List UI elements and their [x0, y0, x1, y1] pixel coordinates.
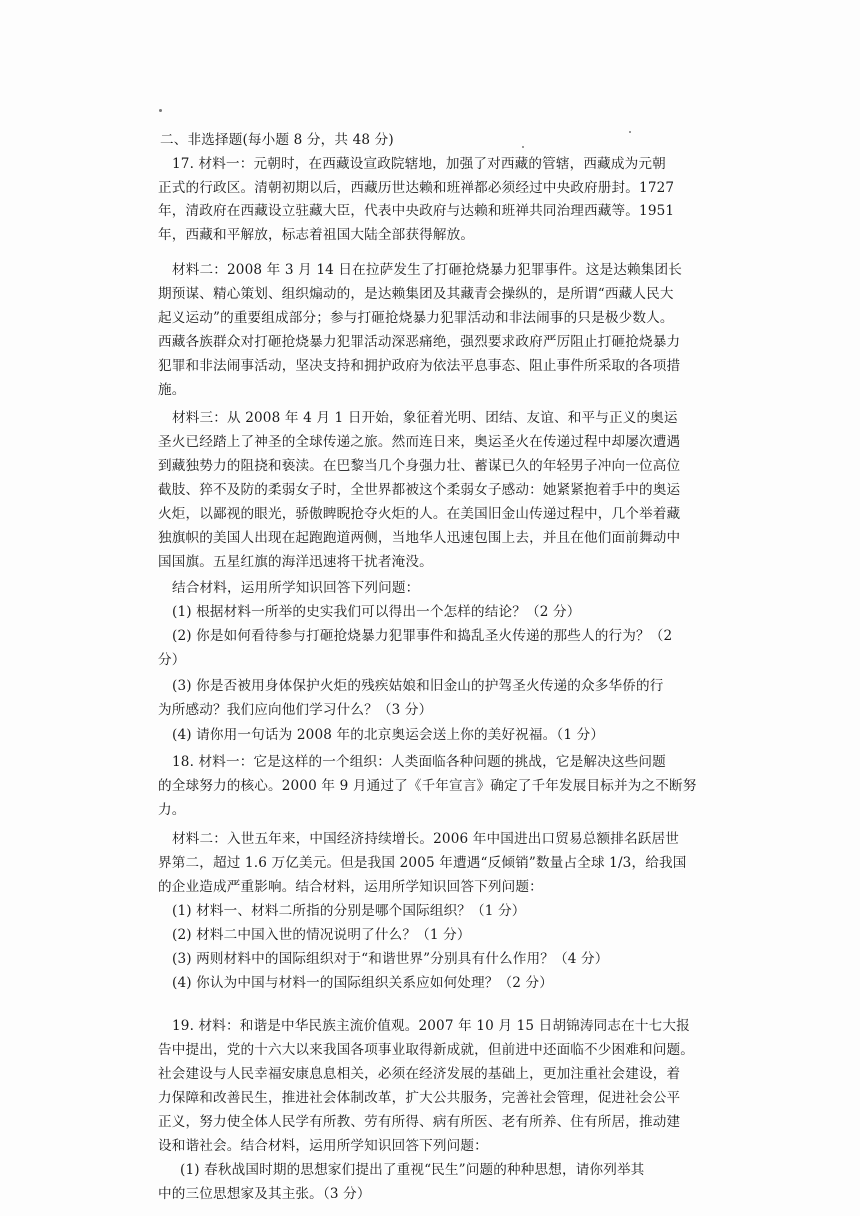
q18-material1-line: 18. 材料一：它是这样的一个组织：人类面临各种问题的挑战，它是解决这些问题 — [172, 754, 666, 770]
q17-question-1: (1) 根据材料一所举的史实我们可以得出一个怎样的结论？（2 分） — [172, 604, 581, 620]
q19-material-line: 设和谐社会。结合材料，运用所学知识回答下列问题： — [158, 1138, 488, 1154]
q19-question-1: (1) 春秋战国时期的思想家们提出了重视“民生”问题的种种思想，请你列举其 — [180, 1162, 645, 1178]
q17-material2-line: 西藏各族群众对打砸抢烧暴力犯罪活动深恶痛绝，强烈要求政府严厉阻止打砸抢烧暴力 — [158, 334, 681, 350]
q17-material3-line: 到藏独势力的阻挠和亵渎。在巴黎当几个身强力壮、蓄谋已久的年轻男子冲向一位高位 — [158, 458, 681, 474]
q18-material1-line: 的全球努力的核心。2000 年 9 月通过了《千年宣言》确定了千年发展目标并为之不断努 — [158, 778, 697, 794]
q18-question-4: (4) 你认为中国与材料一的国际组织关系应如何处理？（2 分） — [172, 975, 554, 991]
q17-material1-line: 年，西藏和平解放，标志着祖国大陆全部获得解放。 — [158, 227, 475, 243]
q17-material2-line: 起义运动”的重要组成部分；参与打砸抢烧暴力犯罪活动和非法闹事的只是极少数人。 — [158, 310, 674, 326]
q17-question-4: (4) 请你用一句话为 2008 年的北京奥运会送上你的美好祝福。（1 分） — [172, 727, 605, 743]
q19-material-line: 正义，努力使全体人民学有所教、劳有所得、病有所医、老有所养、住有所居，推动建 — [158, 1114, 681, 1130]
q17-material3-line: 火炬，以鄙视的眼光，骄傲睥睨抢夺火炬的人。在美国旧金山传递过程中，几个举着藏 — [158, 506, 681, 522]
q18-material2-line: 的企业造成严重影响。结合材料，运用所学知识回答下列问题： — [158, 879, 543, 895]
q17-material2-line: 施。 — [158, 382, 186, 398]
q17-question-3-cont: 为所感动？我们应向他们学习什么？（3 分） — [158, 702, 433, 718]
q18-material2-line: 材料二：入世五年来，中国经济持续增长。2006 年中国进出口贸易总额排名跃居世 — [172, 831, 679, 847]
q17-prompt: 结合材料，运用所学知识回答下列问题： — [172, 580, 420, 596]
q17-material2-line: 材料二：2008 年 3 月 14 日在拉萨发生了打砸抢烧暴力犯罪事件。这是达赖集团长 — [172, 262, 683, 278]
q19-material-line: 社会建设与人民幸福安康息息相关，必须在经济发展的基础上，更加注重社会建设，着 — [158, 1066, 681, 1082]
q17-material1-line: 17. 材料一：元朝时，在西藏设宣政院辖地，加强了对西藏的管辖，西藏成为元朝 — [172, 156, 666, 172]
q19-material-line: 告中提出，党的十六大以来我国各项事业取得新成就，但前进中还面临不少困难和问题。 — [158, 1042, 695, 1058]
q18-question-3: (3) 两则材料中的国际组织对于“和谐世界”分别具有什么作用？（4 分） — [172, 951, 609, 967]
q17-material2-line: 犯罪和非法闹事活动，坚决支持和拥护政府为依法平息事态、阻止事件所采取的各项措 — [158, 358, 681, 374]
q17-material3-line: 材料三：从 2008 年 4 月 1 日开始，象征着光明、团结、友谊、和平与正义的奥运 — [172, 410, 678, 426]
q17-material3-line: 国国旗。五星红旗的海洋迅速将干扰者淹没。 — [158, 554, 433, 570]
q17-material3-line: 截肢、猝不及防的柔弱女子时，全世界都被这个柔弱女子感动：她紧紧抱着手中的奥运 — [158, 482, 681, 498]
q17-material2-line: 期预谋、精心策划、组织煽动的，是达赖集团及其藏青会操纵的，是所谓“西藏人民大 — [158, 286, 674, 302]
q17-material1-line: 年，清政府在西藏设立驻藏大臣，代表中央政府与达赖和班禅共同治理西藏等。1951 — [158, 203, 675, 219]
scan-speck — [159, 109, 162, 112]
q17-question-3: (3) 你是否被用身体保护火炬的残疾姑娘和旧金山的护驾圣火传递的众多华侨的行 — [172, 678, 664, 694]
q19-material-line: 力保障和改善民生，推进社会体制改革，扩大公共服务，完善社会管理，促进社会公平 — [158, 1090, 681, 1106]
q19-question-1-cont: 中的三位思想家及其主张。（3 分） — [158, 1186, 371, 1202]
q17-material1-line: 正式的行政区。清朝初期以后，西藏历世达赖和班禅都必须经过中央政府册封。1727 — [158, 180, 675, 196]
q17-material3-line: 独旗帜的美国人出现在起跑跑道两侧，当地华人迅速包围上去，并且在他们面前舞动中 — [158, 530, 681, 546]
q17-question-2-cont: 分） — [158, 652, 186, 668]
q18-material1-line: 力。 — [158, 802, 186, 818]
q17-question-2: (2) 你是如何看待参与打砸抢烧暴力犯罪事件和捣乱圣火传递的那些人的行为？（2 — [172, 628, 673, 644]
q17-material3-line: 圣火已经踏上了神圣的全球传递之旅。然而连日来，奥运圣火在传递过程中却屡次遭遇 — [158, 434, 681, 450]
q19-material-line: 19. 材料：和谐是中华民族主流价值观。2007 年 10 月 15 日胡锦涛同志在十七大报 — [172, 1018, 690, 1034]
q18-question-1: (1) 材料一、材料二所指的分别是哪个国际组织？（1 分） — [172, 903, 526, 919]
section-title: 二、非选择题(每小题 8 分，共 48 分) — [160, 132, 394, 148]
q18-material2-line: 界第二，超过 1.6 万亿美元。但是我国 2005 年遭遇“反倾销”数量占全球 1/3，给我国 — [158, 855, 687, 871]
q18-question-2: (2) 材料二中国入世的情况说明了什么？（1 分） — [172, 927, 471, 943]
